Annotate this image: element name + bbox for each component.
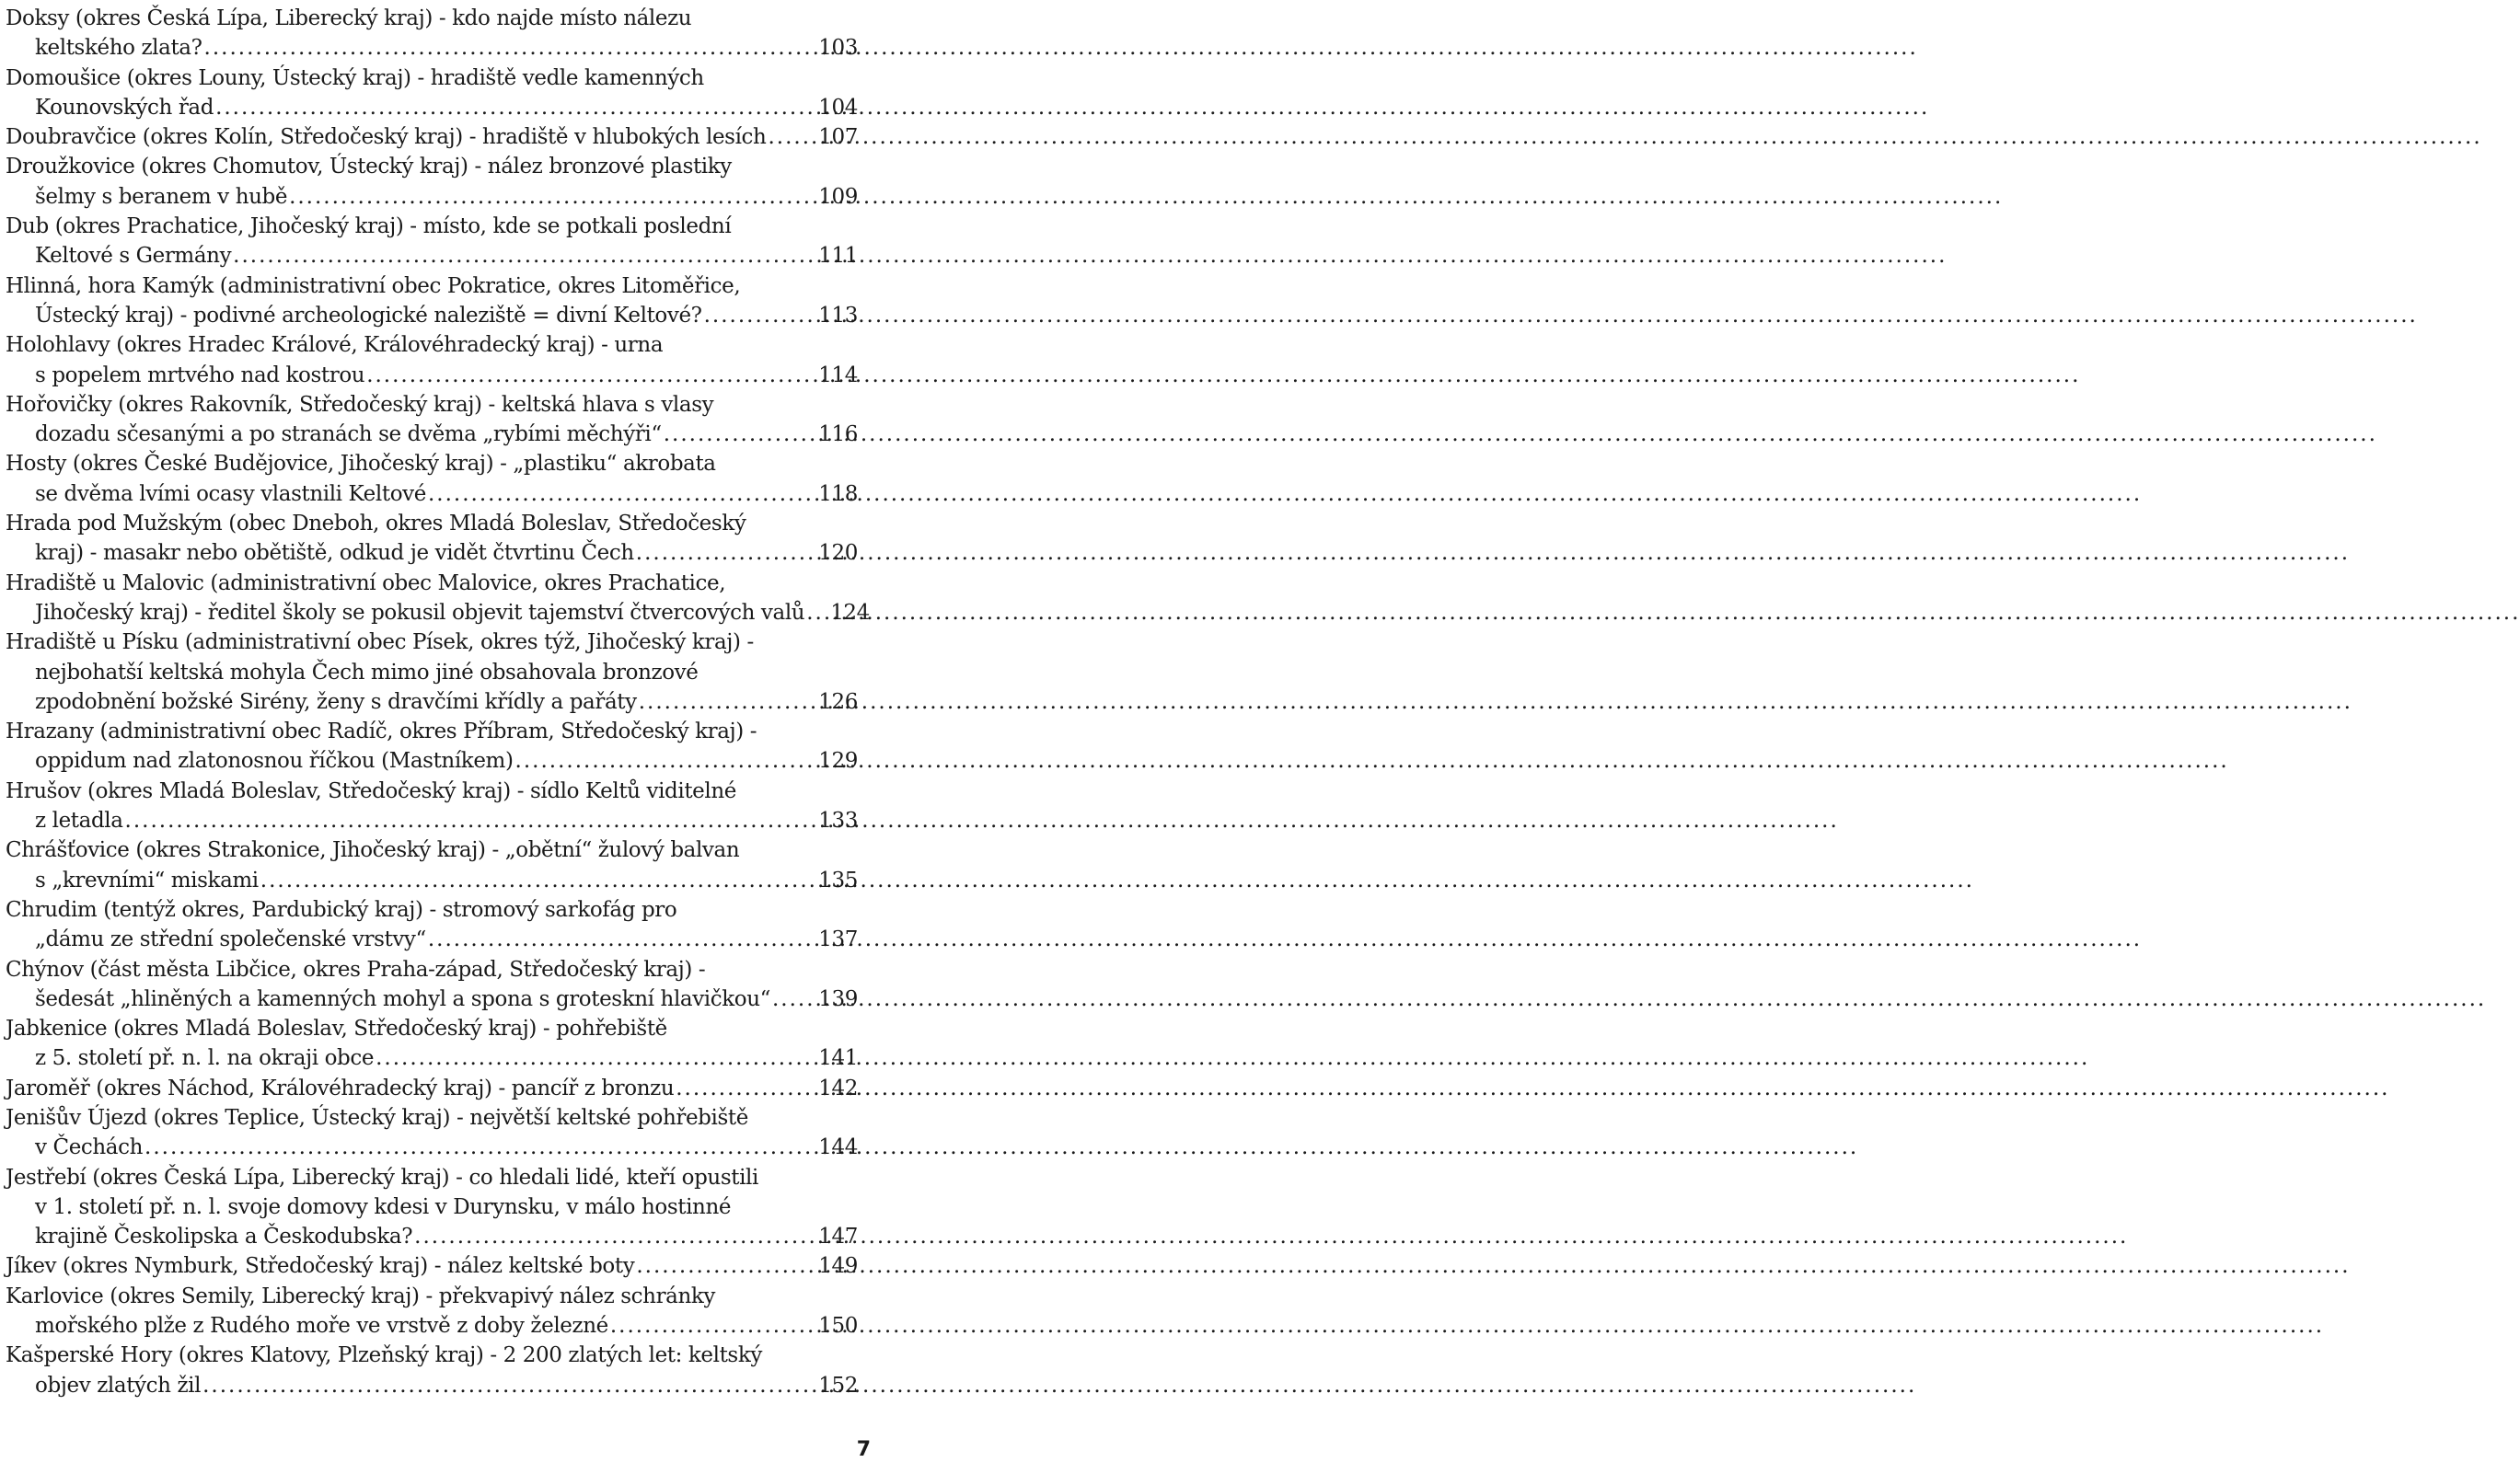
toc-entry-text: zpodobnění božské Sirény, ženy s dravčími křídly a pařáty [35, 689, 637, 714]
toc-entry-line: Hlinná, hora Kamýk (administrativní obec Pokratice, okres Litoměřice, [6, 273, 741, 298]
dot-leader [289, 182, 813, 212]
toc-entry-last-line [6, 182, 858, 212]
toc-entry-text: krajině Českolipska a Českodubska? [35, 1225, 413, 1249]
toc-entry-page: 118 [818, 481, 858, 506]
toc-entry-last-line [6, 93, 858, 122]
toc-entry-page: 104 [818, 95, 858, 120]
dot-leader [639, 687, 814, 717]
toc-entry-line: Hrušov (okres Mladá Boleslav, Středočeský kraj) - sídlo Keltů viditelné [6, 778, 736, 803]
dot-leader [366, 361, 813, 390]
toc-entry-line: Hrada pod Mužským (obec Dneboh, okres Mladá Boleslav, Středočeský [6, 512, 746, 536]
toc-entry-page: 113 [818, 303, 858, 328]
dot-leader [125, 806, 814, 835]
toc-entry-text: Ústecký kraj) - podivné archeologické naleziště = divní Keltové? [35, 303, 702, 328]
toc-entry-page: 109 [818, 184, 858, 209]
toc-entry-text: Jaroměř (okres Náchod, Královéhradecký kraj) - pancíř z bronzu [6, 1076, 675, 1100]
dot-leader [806, 598, 825, 628]
toc-entry-last-line [6, 925, 858, 954]
toc-entry-line: Chýnov (část města Libčice, okres Praha-západ, Středočeský kraj) - [6, 957, 706, 982]
toc-entry-last-line [6, 301, 858, 330]
toc-entry-last-line [6, 866, 858, 895]
toc-entry-line: Dub (okres Prachatice, Jihočeský kraj) - místo, kde se potkali poslední [6, 214, 732, 239]
toc-entry [6, 152, 858, 212]
toc-entry-last-line [6, 241, 858, 271]
toc-entry-last-line [6, 361, 858, 390]
toc-entry-text: „dámu ze střední společenské vrstvy“ [35, 927, 426, 952]
toc-entry-last-line [6, 687, 858, 717]
toc-entry [6, 390, 858, 450]
toc-entry-last-line [6, 1371, 858, 1400]
toc-entry-text: objev zlatých žil [35, 1373, 202, 1398]
toc-entry [6, 1014, 858, 1074]
toc-entry-text: s „krevními“ miskami [35, 868, 259, 892]
toc-entry-line: Domoušice (okres Louny, Ústecký kraj) - hradiště vedle kamenných [6, 65, 704, 90]
dot-leader [204, 33, 814, 63]
dot-leader [233, 241, 813, 271]
toc-entry [6, 1341, 858, 1400]
toc-entry-text: kraj) - masakr nebo obětiště, odkud je vidět čtvrtinu Čech [35, 541, 634, 566]
dot-leader [428, 925, 813, 954]
toc-entry-page: 149 [818, 1254, 858, 1279]
dot-leader [260, 866, 814, 895]
toc-entry-line: Hosty (okres České Budějovice, Jihočeský kraj) - „plastiku“ akrobata [6, 452, 716, 477]
toc-entry-line: Karlovice (okres Semily, Liberecký kraj) - překvapivý nález schránky [6, 1284, 716, 1308]
toc-entry-last-line [6, 598, 870, 628]
dot-leader [144, 1133, 813, 1162]
toc-entry [6, 4, 858, 63]
toc-entry-text: mořského plže z Rudého moře ve vrstvě z doby železné [35, 1314, 608, 1339]
toc-entry-text: keltského zlata? [35, 36, 202, 61]
toc-entry-line: Hradiště u Malovic (administrativní obec Malovice, okres Prachatice, [6, 570, 726, 595]
toc-entry-text: oppidum nad zlatonosnou říčkou (Mastníkem) [35, 749, 514, 774]
toc-entry-page: 150 [818, 1314, 858, 1339]
toc-entry-page: 124 [830, 600, 870, 625]
toc-entry-line: Hořovičky (okres Rakovník, Středočeský kraj) - keltská hlava s vlasy [6, 392, 714, 417]
toc-entry-line: nejbohatší keltská mohyla Čech mimo jiné obsahovala bronzové [35, 660, 699, 685]
toc-entry-last-line [6, 1311, 858, 1341]
dot-leader [515, 746, 814, 776]
page-number: 7 [856, 1438, 871, 1461]
toc-entry-page: 126 [818, 689, 858, 714]
toc-entry-page: 144 [818, 1135, 858, 1160]
toc-entry-line: v 1. století př. n. l. svoje domovy kdesi v Durynsku, v málo hostinné [35, 1194, 732, 1219]
toc-entry-page: 129 [818, 749, 858, 774]
toc-entry-line: Droužkovice (okres Chomutov, Ústecký kraj) - nález bronzové plastiky [6, 155, 732, 179]
toc-entry-last-line [6, 1222, 858, 1251]
toc-entry-page: 116 [818, 422, 858, 447]
toc-entry-last-line [6, 985, 858, 1014]
dot-leader [202, 1371, 813, 1400]
toc-entry-line: Hrazany (administrativní obec Radíč, okres Příbram, Středočeský kraj) - [6, 720, 757, 744]
toc-entry-page: 142 [818, 1076, 858, 1100]
toc-entry-text: Jíkev (okres Nymburk, Středočeský kraj) - nález keltské boty [6, 1254, 635, 1279]
toc-entry [6, 1251, 858, 1281]
toc-entry-page: 114 [818, 363, 858, 387]
toc-entry-last-line [6, 1074, 858, 1103]
toc-entry-text: Kounovských řad [35, 95, 214, 120]
toc-entry-text: dozadu sčesanými a po stranách se dvěma „rybími měchýři“ [35, 422, 662, 447]
toc-entry-last-line [6, 420, 858, 449]
toc-entry [6, 330, 858, 390]
toc-entry-text: se dvěma lvími ocasy vlastnili Keltové [35, 481, 426, 506]
toc-entry [6, 509, 858, 569]
dot-leader [376, 1043, 813, 1073]
dot-leader [676, 1074, 813, 1103]
toc-entry-page: 141 [818, 1046, 858, 1071]
toc-entry-last-line [6, 479, 858, 509]
dot-leader [215, 93, 813, 122]
toc-entry [6, 628, 858, 717]
toc-entry [6, 212, 858, 271]
toc-entry-text: Doubravčice (okres Kolín, Středočeský kraj) - hradiště v hlubokých lesích [6, 125, 767, 150]
dot-leader [428, 479, 813, 509]
dot-leader [704, 301, 814, 330]
toc-entry [6, 1074, 858, 1103]
toc-entry-last-line [6, 538, 858, 568]
toc-entry [6, 955, 858, 1015]
toc-entry-last-line [6, 1133, 858, 1162]
toc-entry [6, 122, 858, 152]
toc-entry-text: s popelem mrtvého nad kostrou [35, 363, 365, 387]
toc-entry [6, 777, 858, 836]
toc-entry-last-line [6, 1043, 858, 1073]
toc-entry-page: 120 [818, 541, 858, 566]
toc-entry [6, 569, 870, 628]
dot-leader [772, 985, 813, 1014]
toc-entry-line: Chrudim (tentýž okres, Pardubický kraj) - stromový sarkofág pro [6, 897, 677, 922]
toc-entry-page: 103 [818, 36, 858, 61]
toc-entry-text: v Čechách [35, 1135, 144, 1160]
toc-entry [6, 1103, 858, 1163]
dot-leader [636, 1251, 813, 1281]
dot-leader [636, 538, 814, 568]
toc-entry-page: 135 [818, 868, 858, 892]
toc-entry [6, 835, 858, 895]
toc-entry-line: Holohlavy (okres Hradec Králové, Královéhradecký kraj) - urna [6, 333, 664, 358]
toc-entry [6, 1282, 858, 1342]
toc-entry-page: 139 [818, 986, 858, 1011]
toc-entry-text: Jihočeský kraj) - ředitel školy se pokusil objevit tajemství čtvercových valů [35, 600, 805, 625]
toc-entry-last-line [6, 746, 858, 776]
toc-entry-page: 152 [818, 1373, 858, 1398]
toc-entry [6, 63, 858, 123]
toc-entry [6, 717, 858, 777]
dot-leader [664, 420, 814, 449]
toc-entry-last-line [6, 806, 858, 835]
toc-entry-text: Keltové s Germány [35, 244, 232, 269]
dot-leader [610, 1311, 813, 1341]
toc-entry-page: 137 [818, 927, 858, 952]
toc-entry-line: Kašperské Hory (okres Klatovy, Plzeňský kraj) - 2 200 zlatých let: keltský [6, 1343, 762, 1368]
toc-entry-page: 111 [818, 244, 858, 269]
dot-leader [768, 122, 813, 152]
toc-entry-last-line [6, 122, 858, 152]
toc-entry-text: šedesát „hliněných a kamenných mohyl a spona s groteskní hlavičkou“ [35, 986, 770, 1011]
toc-entry-page: 107 [818, 125, 858, 150]
toc-entry-line: Hradiště u Písku (administrativní obec Písek, okres týž, Jihočeský kraj) - [6, 630, 754, 655]
toc-entry-page: 147 [818, 1225, 858, 1249]
toc-entry [6, 449, 858, 509]
toc-entry-last-line [6, 33, 858, 63]
dot-leader [414, 1222, 813, 1251]
toc-entry-text: z letadla [35, 809, 123, 834]
toc-entry [6, 271, 858, 331]
toc-entry-line: Chrášťovice (okres Strakonice, Jihočeský kraj) - „obětní“ žulový balvan [6, 838, 740, 863]
toc-entry [6, 1163, 858, 1252]
toc-entry [6, 895, 858, 955]
toc-entry-line: Doksy (okres Česká Lípa, Liberecký kraj) - kdo najde místo nálezu [6, 6, 692, 30]
toc-entry-page: 133 [818, 809, 858, 834]
toc-entry-line: Jabkenice (okres Mladá Boleslav, Středočeský kraj) - pohřebiště [6, 1017, 667, 1042]
table-of-contents [6, 4, 870, 1400]
toc-entry-last-line [6, 1251, 858, 1281]
toc-entry-text: z 5. století př. n. l. na okraji obce [35, 1046, 375, 1071]
toc-entry-line: Jestřebí (okres Česká Lípa, Liberecký kraj) - co hledali lidé, kteří opustili [6, 1165, 758, 1190]
toc-entry-text: šelmy s beranem v hubě [35, 184, 288, 209]
toc-entry-line: Jenišův Újezd (okres Teplice, Ústecký kraj) - největší keltské pohřebiště [6, 1105, 748, 1130]
